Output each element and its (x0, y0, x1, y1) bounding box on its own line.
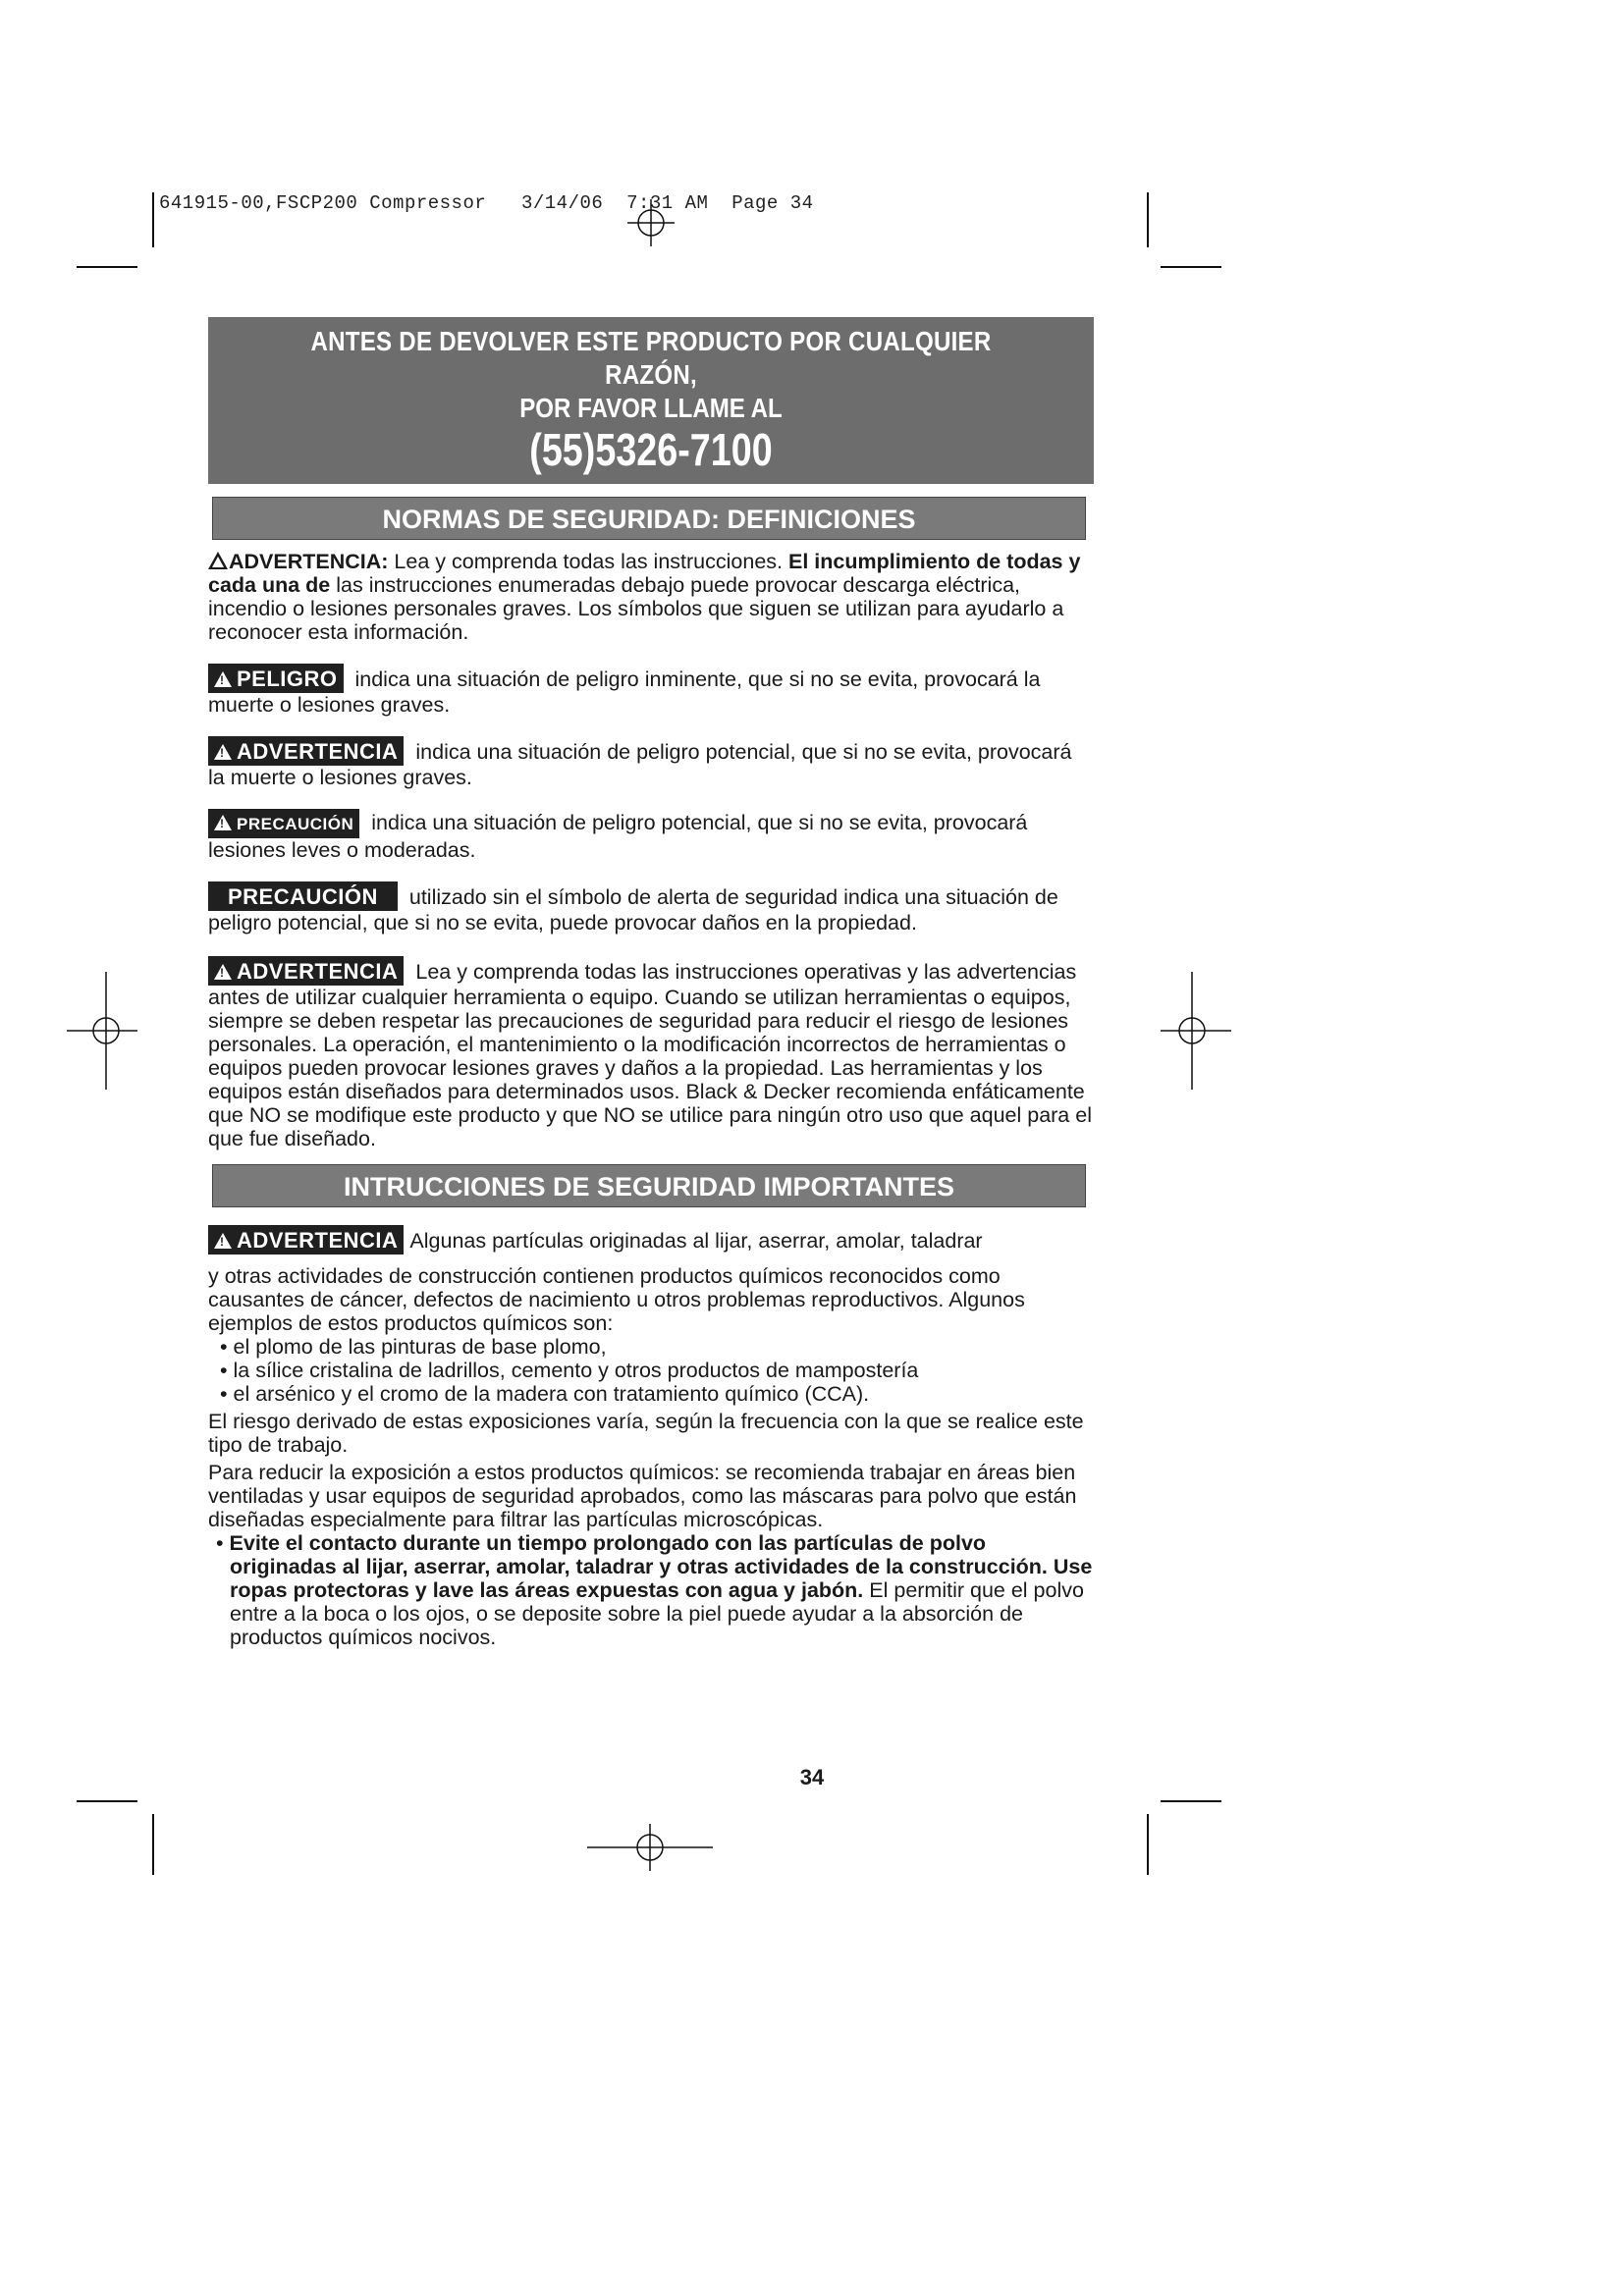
definition-item (208, 809, 1094, 862)
definition-text: indica una situación de peligro potencial, que si no se evita, provocará la muerte o lesiones graves. (208, 740, 1072, 789)
dust-paragraph-1: y otras actividades de construcción contienen productos químicos reconocidos como causantes de cáncer, defectos de nacimiento u otros problemas reproductivos. Algunos ejemplos de estos productos químicos son: (208, 1264, 1025, 1335)
crop-mark (152, 192, 154, 247)
signal-word: ADVERTENCIA (237, 1228, 399, 1253)
signal-word: ADVERTENCIA (237, 739, 399, 764)
definition-text: utilizado sin el símbolo de alerta de seguridad indica una situación de peligro potencial, que si no se evita, puede provocar daños en la propiedad. (208, 885, 1058, 934)
definition-text: indica una situación de peligro potencial, que si no se evita, provocará lesiones leves o moderadas. (208, 811, 1028, 862)
registration-mark-icon (587, 1824, 713, 1871)
section-title-important-instructions: INTRUCCIONES DE SEGURIDAD IMPORTANTES (212, 1164, 1086, 1207)
crop-mark (1147, 192, 1149, 247)
chemical-list-item: • el plomo de las pinturas de base plomo, (220, 1335, 607, 1359)
return-call-banner (208, 317, 1094, 484)
alert-triangle-icon (214, 964, 232, 980)
intro-paragraph (208, 550, 1094, 644)
crop-mark (1161, 1800, 1221, 1802)
signal-tag-advertencia (208, 736, 404, 766)
alert-triangle-icon (214, 1233, 232, 1249)
signal-word: ADVERTENCIA (237, 959, 399, 984)
crop-mark (1147, 1814, 1149, 1875)
signal-tag-precaucion-no-symbol (208, 881, 398, 911)
banner-line-1: ANTES DE DEVOLVER ESTE PRODUCTO POR CUALQUIER RAZÓN, (310, 326, 992, 390)
signal-tag-advertencia (208, 1225, 404, 1255)
warning-text: Algunas partículas originadas al lijar, aserrar, amolar, taladrar (409, 1229, 983, 1253)
warning-text: Lea y comprenda todas las instrucciones operativas y las advertencias antes de utilizar cualquier herramienta o equipo. Cuando se utilizan herramientas o equipos, siempre se deben respetar las precauciones de seguridad para reducir el riesgo de lesiones personales. La operación, el mantenimiento o la modificación incorrectos de herramientas o equipos pueden provocar lesiones graves y daños a la propiedad. Las herramientas y los equipos están diseñados para determinados usos. Black & Decker recomienda enfáticamente que NO se modifique este producto y que NO se utilice para ningún otro uso que aquel para el que fue diseñado. (208, 960, 1092, 1150)
bullet-mark: • (216, 1531, 230, 1555)
banner-line-2: POR FAVOR LLAME AL (519, 393, 783, 423)
dust-paragraph-2: El riesgo derivado de estas exposiciones varía, según la frecuencia con la que se realice este tipo de trabajo. (208, 1410, 1084, 1457)
crop-mark (77, 1800, 137, 1802)
intro-text-a: Lea y comprenda todas las instrucciones. (388, 550, 788, 573)
final-bold-text: Evite el contacto durante un tiempo prolongado con las partículas de polvo originadas al lijar, aserrar, amolar, taladrar y otras actividades de la construcción. Use ropas protectoras y lave las áreas expuestas con agua y jabón. (229, 1531, 1093, 1602)
alert-triangle-icon (214, 815, 232, 830)
definition-text: indica una situación de peligro inminente, que si no se evita, provocará la muerte o lesiones graves. (208, 667, 1041, 717)
definition-item (208, 736, 1094, 789)
alert-triangle-icon (214, 671, 232, 687)
intro-lead: ADVERTENCIA: (229, 550, 389, 573)
final-text: El permitir que el polvo entre a la boca o los ojos, o se deposite sobre la piel puede ayudar a la absorción de productos químicos nocivos. (230, 1578, 1084, 1649)
intro-text-b: las instrucciones enumeradas debajo puede provocar descarga eléctrica, incendio o lesiones personales graves. Los símbolos que siguen se utilizan para ayudarlo a reconocer esta información. (208, 573, 1064, 644)
page-content (208, 317, 1094, 1649)
dust-final-bullet (208, 1531, 1094, 1649)
warning-triangle-icon (208, 552, 228, 569)
registration-mark-icon (627, 199, 675, 246)
chemical-list-item: • el arsénico y el cromo de la madera con tratamiento químico (CCA). (220, 1382, 870, 1406)
crop-mark (1161, 266, 1221, 268)
definition-item (208, 664, 1094, 717)
crop-mark (152, 1814, 154, 1875)
signal-word: PELIGRO (237, 667, 338, 691)
definition-item (208, 881, 1094, 934)
section-title-definitions: NORMAS DE SEGURIDAD: DEFINICIONES (212, 497, 1086, 540)
signal-tag-advertencia (208, 956, 404, 986)
registration-mark-icon (67, 972, 137, 1090)
dust-paragraph-3: Para reducir la exposición a estos productos químicos: se recomienda trabajar en áreas bien ventiladas y usar equipos de seguridad aprobados, como las máscaras para polvo que están diseñadas especialmente para filtrar las partículas microscópicas. (208, 1461, 1077, 1531)
intro-bold: El incumplimiento de todas y cada una de (208, 550, 1081, 597)
general-warning-paragraph (208, 956, 1094, 1150)
signal-tag-precaucion (208, 809, 359, 838)
alert-triangle-icon (214, 744, 232, 760)
banner-phone-number: (55)5326-7100 (529, 424, 773, 475)
page-number: 34 (799, 1765, 825, 1789)
chemical-list-item: • la sílice cristalina de ladrillos, cemento y otros productos de mampostería (220, 1359, 919, 1382)
crop-mark (77, 266, 137, 268)
registration-mark-icon (1161, 972, 1231, 1090)
signal-word: PRECAUCIÓN (237, 815, 354, 833)
dust-warning-lead (208, 1225, 1094, 1255)
signal-tag-peligro (208, 664, 344, 693)
signal-word: PRECAUCIÓN (228, 884, 378, 909)
print-slug: 641915-00,FSCP200 Compressor 3/14/06 7:31 AM Page 34 (159, 192, 814, 214)
